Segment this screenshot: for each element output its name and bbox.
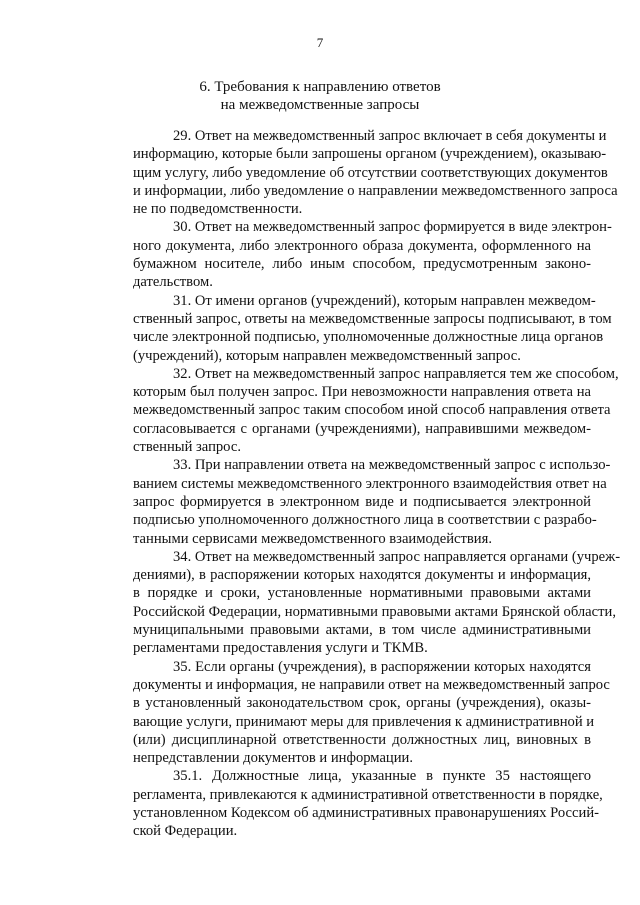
- paragraph-line: бумажном носителе, либо иным способом, предусмотренным законо-: [133, 256, 591, 273]
- paragraph-line: запрос формируется в электронном виде и подписывается электронной: [133, 493, 591, 510]
- paragraph-line: (учреждений), которым направлен межведомственный запрос.: [133, 347, 521, 364]
- document-body: [93, 127, 621, 841]
- paragraph-line: 29. Ответ на межведомственный запрос включает в себя документы и: [173, 128, 607, 144]
- paragraph-line: 35.1. Должностные лица, указанные в пункте 35 настоящего: [173, 768, 591, 785]
- paragraph-line: подписью уполномоченного должностного лица в соответствии с разрабо-: [133, 512, 597, 529]
- paragraph-line: межведомственный запрос таким способом иной способ направления ответа: [133, 402, 611, 419]
- paragraph-line: документы и информация, не направили ответ на межведомственный запрос: [133, 676, 610, 693]
- paragraph-4: [93, 365, 619, 456]
- paragraph-1: [93, 127, 618, 218]
- paragraph-line: информацию, которые были запрошены органом (учреждением), оказываю-: [133, 146, 607, 163]
- paragraph-line: 33. При направлении ответа на межведомственный запрос с использо-: [173, 457, 611, 474]
- heading-line: 6. Требования к направлению ответов: [199, 79, 441, 95]
- paragraph-line: 32. Ответ на межведомственный запрос направляется тем же способом,: [173, 365, 619, 382]
- paragraph-line: не по подведомственности.: [133, 201, 303, 218]
- paragraph-line: 34. Ответ на межведомственный запрос направляется органами (учреж-: [173, 548, 621, 565]
- paragraph-2: [93, 218, 612, 291]
- paragraph-line: ской Федерации.: [133, 823, 238, 840]
- paragraph-line: (или) дисциплинарной ответственности должностных лиц, виновных в: [133, 731, 591, 748]
- paragraph-line: Российской Федерации, нормативными правовыми актами Брянской области,: [133, 603, 616, 620]
- paragraph-line: и информации, либо уведомление о направлении межведомственного запроса: [133, 182, 618, 199]
- paragraph-3: [93, 292, 612, 365]
- paragraph-7: [93, 658, 610, 768]
- paragraph-line: вающие услуги, принимают меры для привлечения к административной и: [133, 713, 595, 730]
- paragraph-6: [93, 548, 621, 658]
- paragraph-line: которым был получен запрос. При невозможности направления ответа на: [133, 384, 591, 401]
- section-heading: [60, 78, 580, 114]
- paragraph-line: ственный запрос.: [133, 439, 241, 456]
- paragraph-line: ственный запрос, ответы на межведомственные запросы подписывают, в том: [133, 310, 612, 327]
- paragraph-line: муниципальными правовыми актами, в том числе административными: [133, 622, 591, 639]
- paragraph-line: танными сервисами межведомственного взаимодействия.: [133, 530, 492, 547]
- paragraph-5: [93, 456, 611, 547]
- paragraph-line: регламента, привлекаются к административной ответственности в порядке,: [133, 786, 603, 803]
- paragraph-line: ного документа, либо электронного образа документа, оформленного на: [133, 237, 591, 254]
- paragraph-line: регламентами предоставления услуги и ТКМВ.: [133, 640, 428, 657]
- paragraph-line: 31. От имени органов (учреждений), которым направлен межведом-: [173, 292, 596, 309]
- paragraph-line: в порядке и сроки, установленные нормативными правовыми актами: [133, 585, 591, 602]
- paragraph-line: в установленный законодательством срок, органы (учреждения), оказы-: [133, 695, 591, 712]
- paragraph-line: дательством.: [133, 274, 213, 291]
- paragraph-line: согласовывается с органами (учреждениями), направившими межведом-: [133, 420, 591, 437]
- paragraph-line: числе электронной подписью, уполномоченные должностные лица органов: [133, 329, 604, 346]
- heading-line: на межведомственные запросы: [220, 97, 420, 113]
- paragraph-line: щим услугу, либо уведомление об отсутствии соответствующих документов: [133, 164, 608, 181]
- paragraph-line: установленном Кодексом об административных правонарушениях Россий-: [133, 804, 599, 821]
- paragraph-line: непредставлении документов и информации.: [133, 750, 414, 767]
- paragraph-line: 35. Если органы (учреждения), в распоряжении которых находятся: [173, 658, 591, 675]
- page-number: 7: [316, 35, 324, 50]
- paragraph-line: 30. Ответ на межведомственный запрос формируется в виде электрон-: [173, 219, 612, 236]
- paragraph-line: дениями), в распоряжении которых находятся документы и информация,: [133, 567, 591, 584]
- paragraph-line: ванием системы межведомственного электронного взаимодействия ответ на: [133, 475, 607, 492]
- paragraph-8: [93, 767, 603, 840]
